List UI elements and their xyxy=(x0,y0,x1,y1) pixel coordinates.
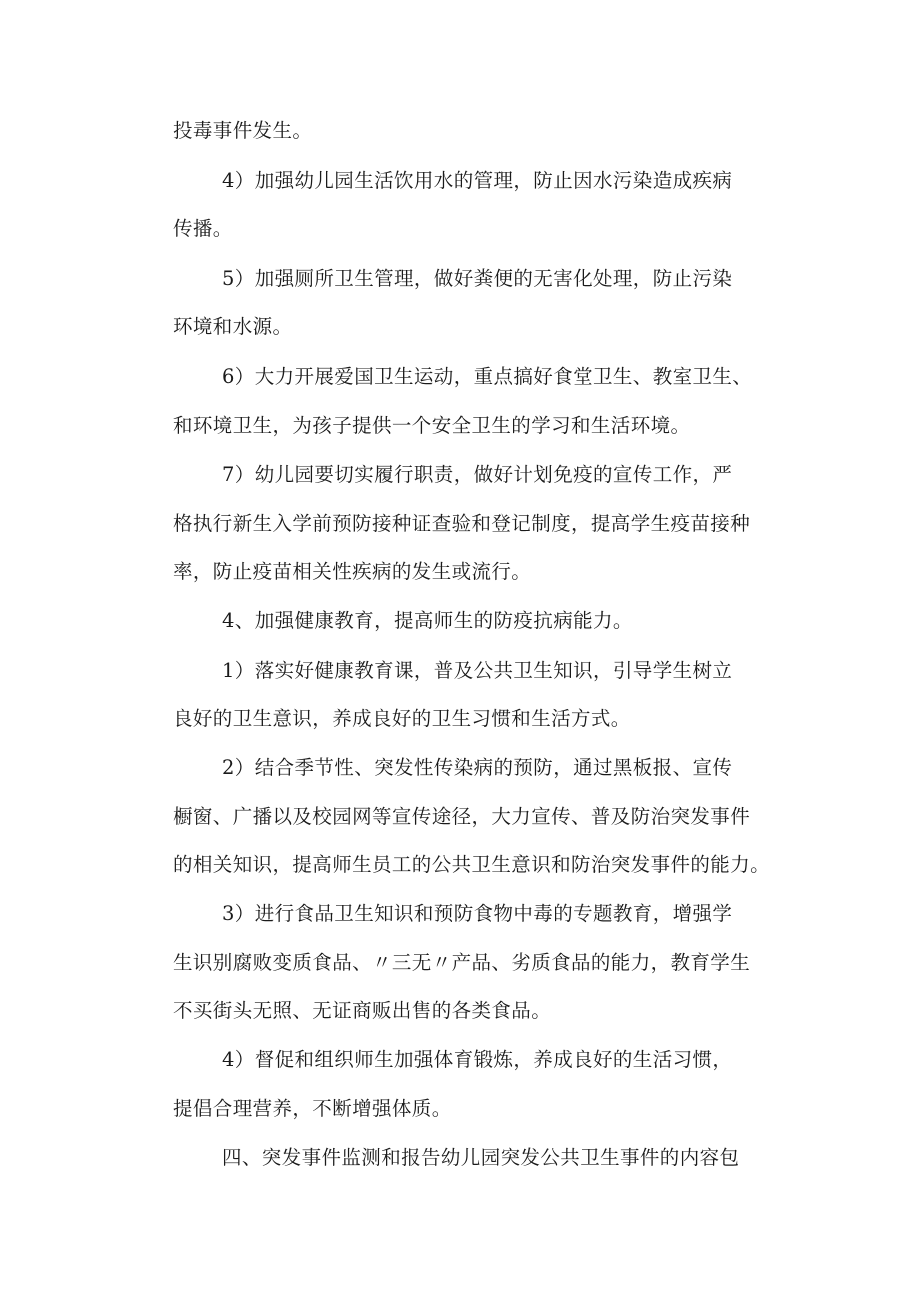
text-line: 生识别腐败变质食品、〃三无〃产品、劣质食品的能力，教育学生 xyxy=(173,951,751,974)
text-line: 不买街头无照、无证商贩出售的各类食品。 xyxy=(173,999,552,1022)
text-line: 7）幼儿园要切实履行职责，做好计划免疫的宣传工作，严 xyxy=(222,463,733,486)
text-line: 环境和水源。 xyxy=(173,315,293,338)
text-line: 传播。 xyxy=(173,217,233,240)
text-line: 4）加强幼儿园生活饮用水的管理，防止因水污染造成疾病 xyxy=(222,169,733,192)
text-line: 2）结合季节性、突发性传染病的预防，通过黑板报、宣传 xyxy=(222,756,733,779)
section-heading: 4、加强健康教育，提高师生的防疫抗病能力。 xyxy=(222,609,633,632)
section-heading: 四、突发事件监测和报告幼儿园突发公共卫生事件的内容包 xyxy=(222,1146,740,1169)
text-line: 格执行新生入学前预防接种证查验和登记制度，提高学生疫苗接种 xyxy=(173,512,751,535)
text-line: 3）进行食品卫生知识和预防食物中毒的专题教育，增强学 xyxy=(222,902,733,925)
text-line: 提倡合理营养，不断增强体质。 xyxy=(173,1097,452,1120)
text-line: 投毒事件发生。 xyxy=(173,119,313,142)
text-line: 1）落实好健康教育课，普及公共卫生知识，引导学生树立 xyxy=(222,659,733,682)
text-line: 良好的卫生意识，养成良好的卫生习惯和生活方式。 xyxy=(173,707,631,730)
text-line: 4）督促和组织师生加强体育锻炼，养成良好的生活习惯， xyxy=(222,1048,733,1071)
text-line: 6）大力开展爱国卫生运动，重点搞好食堂卫生、教室卫生、 xyxy=(222,365,753,388)
text-line: 橱窗、广播以及校园网等宣传途径，大力宣传、普及防治突发事件 xyxy=(173,805,751,828)
text-line: 率，防止疫苗相关性疾病的发生或流行。 xyxy=(173,560,532,583)
text-line: 的相关知识，提高师生员工的公共卫生意识和防治突发事件的能力。 xyxy=(173,853,771,876)
text-line: 和环境卫生，为孩子提供一个安全卫生的学习和生活环境。 xyxy=(173,414,691,437)
text-line: 5）加强厕所卫生管理，做好粪便的无害化处理，防止污染 xyxy=(222,267,733,290)
